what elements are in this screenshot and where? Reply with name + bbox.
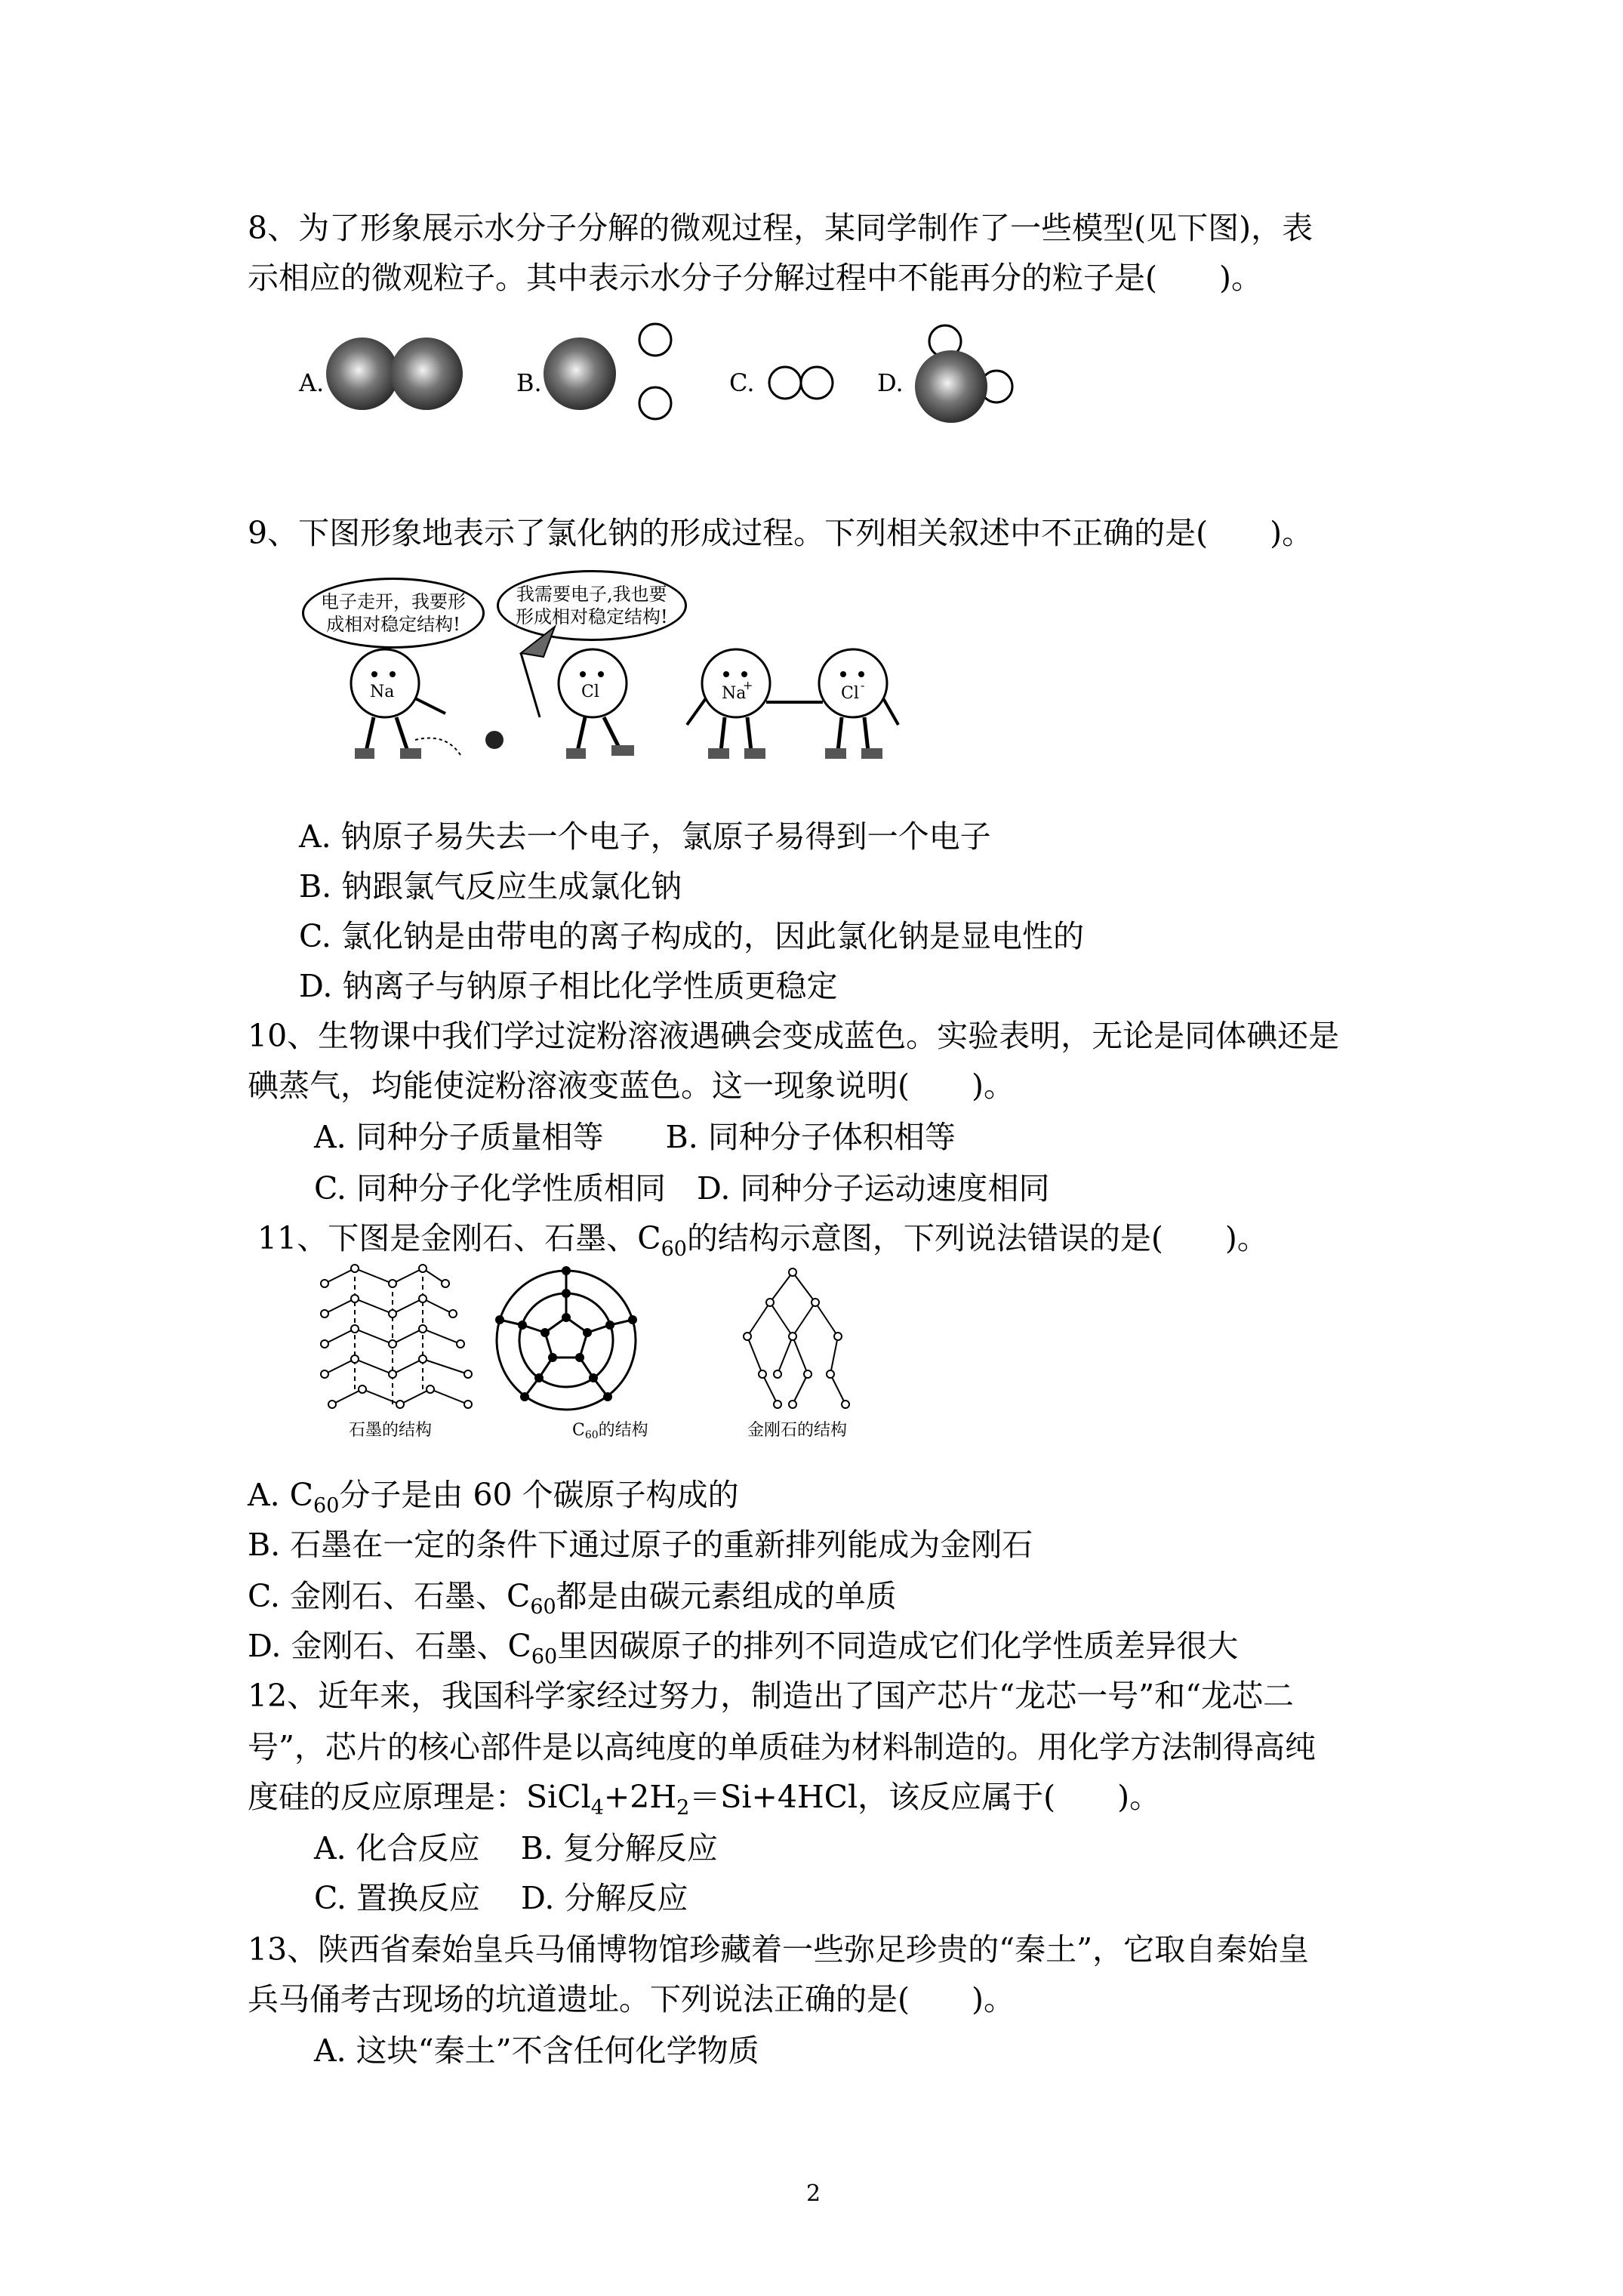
model-b-atom-big	[544, 337, 616, 410]
q10-line2: 碘蒸气，均能使淀粉溶液变蓝色。这一现象说明( )。	[248, 1068, 1015, 1104]
q10-options-row2: C. 同种分子化学性质相同 D. 同种分子运动速度相同	[314, 1170, 1050, 1207]
caption-diamond: 金刚石的结构	[747, 1421, 848, 1440]
model-b-atom-small-1	[639, 324, 671, 356]
model-a-atom-1	[326, 337, 399, 410]
na-ion-figure	[687, 649, 770, 759]
q9-line1: 9、下图形象地表示了氯化钠的形成过程。下列相关叙述中不正确的是( )。	[248, 515, 1313, 551]
caption-c60: C60的结构	[572, 1421, 648, 1441]
model-a-atom-2	[390, 337, 463, 410]
svg-text:+: +	[743, 678, 753, 692]
q12-options-row2: C. 置换反应 D. 分解反应	[314, 1880, 688, 1916]
cl-atom-figure	[521, 627, 634, 759]
model-a-label: A.	[299, 368, 325, 397]
q9-option-c: C. 氯化钠是由带电的离子构成的，因此氯化钠是显电性的	[299, 918, 1084, 954]
q12-line3: 度硅的反应原理是：$SiCl_4+2H_2=Si+4HCl$，该反应属于( )。	[248, 1779, 1161, 1820]
c60-structure	[495, 1266, 637, 1410]
model-d-atom-big	[915, 350, 987, 423]
q9-option-d: D. 钠离子与钠原子相比化学性质更稳定	[299, 968, 838, 1004]
svg-text:Na: Na	[370, 683, 395, 701]
model-b-label: B.	[516, 368, 542, 397]
cartoon-figures	[294, 570, 913, 774]
q9-option-a: A. 钠原子易失去一个电子，氯原子易得到一个电子	[299, 818, 991, 855]
q11-option-a: A. $C_{60}$分子是由 60 个碳原子构成的	[248, 1477, 739, 1518]
q9-option-b: B. 钠跟氯气反应生成氯化钠	[299, 868, 682, 905]
q11-option-c: C. 金刚石、石墨、$C_{60}$都是由碳元素组成的单质	[248, 1578, 897, 1619]
model-b-atom-small-2	[639, 387, 671, 419]
q12-line1: 12、近年来，我国科学家经过努力，制造出了国产芯片“龙芯一号”和“龙芯二	[248, 1678, 1295, 1714]
svg-text:Na: Na	[722, 684, 747, 703]
na-speech-bubble: 电子走开，我要形 成相对稳定结构!	[302, 578, 485, 649]
svg-text:Cl: Cl	[841, 684, 859, 703]
svg-text:-: -	[861, 678, 865, 692]
model-d-label: D.	[877, 368, 904, 397]
graphite-structure	[321, 1265, 472, 1408]
q11-line1: 11、下图是金刚石、石墨、$C_{60}$的结构示意图，下列说法错误的是( )。	[248, 1220, 1268, 1261]
q8-molecule-models	[287, 310, 1042, 438]
q11-option-d: D. 金刚石、石墨、$C_{60}$里因碳原子的排列不同造成它们化学性质差异很大	[248, 1628, 1239, 1669]
cl-speech-bubble: 我需要电子,我也要 形成相对稳定结构!	[497, 570, 687, 641]
q12-options-row1: A. 化合反应 B. 复分解反应	[314, 1830, 718, 1866]
nacl-formation-cartoon	[294, 570, 913, 774]
model-c-atom-1	[769, 367, 801, 399]
cl-ion-figure	[819, 649, 898, 759]
na-atom-figure	[351, 649, 504, 759]
q13-line2: 兵马俑考古现场的坑道遗址。下列说法正确的是( )。	[248, 1981, 1015, 2017]
page-number: 2	[806, 2180, 821, 2207]
q11-option-b: B. 石墨在一定的条件下通过原子的重新排列能成为金刚石	[248, 1527, 1033, 1563]
q10-options-row1: A. 同种分子质量相等 B. 同种分子体积相等	[314, 1119, 956, 1155]
q13-line1: 13、陕西省秦始皇兵马俑博物馆珍藏着一些弥足珍贵的“秦土”，它取自秦始皇	[248, 1931, 1310, 1968]
diamond-structure	[744, 1268, 849, 1408]
q13-option-a: A. 这块“秦土”不含任何化学物质	[314, 2032, 759, 2069]
q8-line1: 8、为了形象展示水分子分解的微观过程，某同学制作了一些模型(见下图)，表	[248, 210, 1313, 246]
model-c-atom-2	[801, 367, 833, 399]
q10-line1: 10、生物课中我们学过淀粉溶液遇碘会变成蓝色。实验表明，无论是同体碘还是	[248, 1018, 1340, 1054]
model-c-label: C.	[729, 368, 755, 397]
q8-line2: 示相应的微观粒子。其中表示水分子分解过程中不能再分的粒子是( )。	[248, 260, 1262, 296]
svg-text:Cl: Cl	[581, 683, 599, 701]
q12-line2: 号”，芯片的核心部件是以高纯度的单质硅为材料制造的。用化学方法制得高纯	[248, 1729, 1316, 1765]
caption-graphite: 石墨的结构	[349, 1421, 433, 1440]
